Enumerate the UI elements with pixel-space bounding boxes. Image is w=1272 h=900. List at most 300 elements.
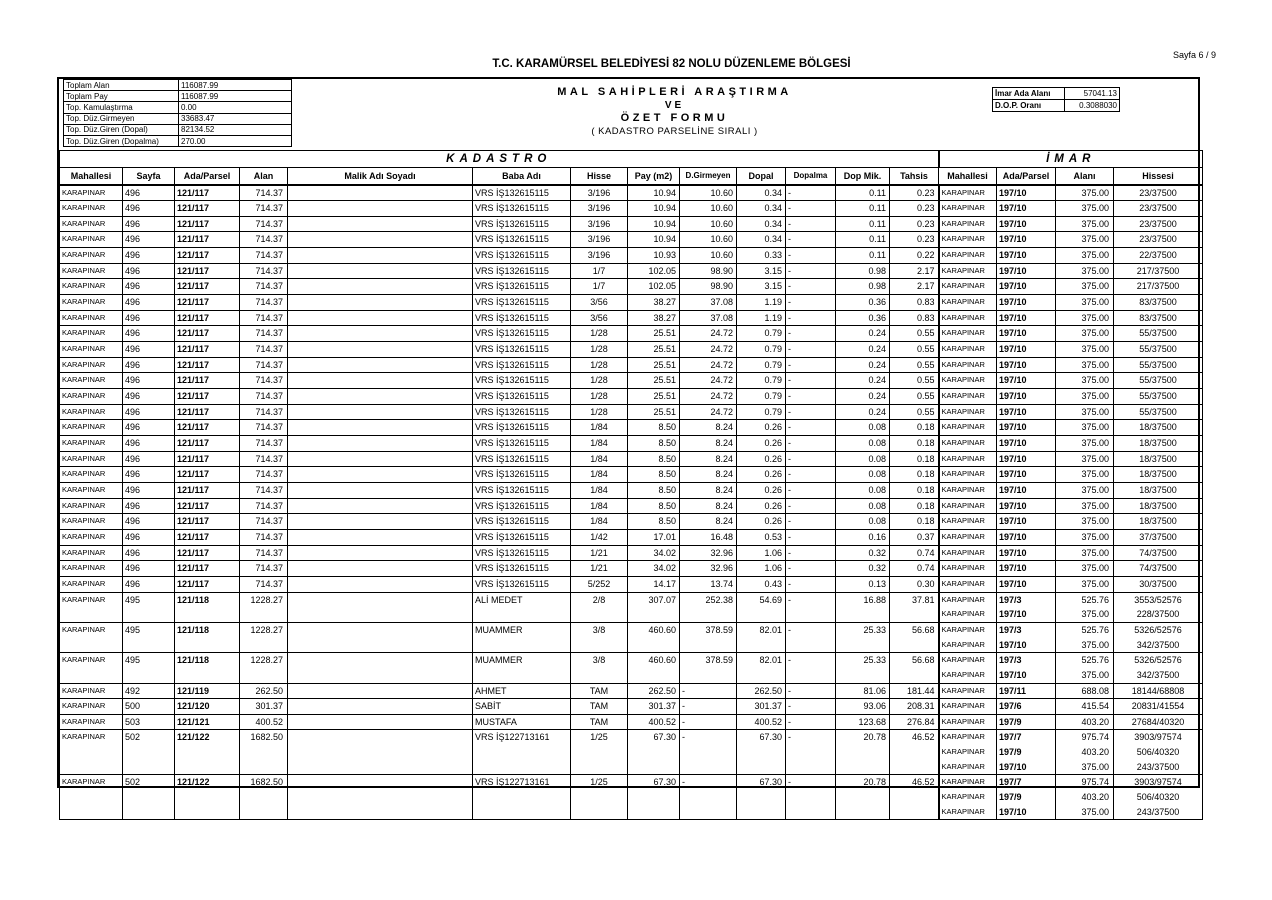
kadastro-cell: 1/84 <box>571 514 628 530</box>
imar-line: KARAPINAR <box>941 297 985 307</box>
kadastro-cell: 1/28 <box>571 373 628 389</box>
kadastro-cell: 16.88 <box>836 592 890 622</box>
kadastro-cell: 0.74 <box>890 545 939 561</box>
imar-line: KARAPINAR <box>941 747 985 757</box>
kadastro-cell: KARAPINAR <box>60 389 123 405</box>
kadastro-cell: 121/117 <box>175 248 240 264</box>
table-row <box>60 185 1203 201</box>
kadastro-cell: 0.34 <box>737 185 786 201</box>
kadastro-cell: 496 <box>123 232 175 248</box>
kadastro-cell <box>288 714 473 730</box>
kadastro-cell: - <box>786 342 836 358</box>
table-row <box>60 232 1203 248</box>
kadastro-cell <box>288 232 473 248</box>
kadastro-cell: KARAPINAR <box>60 775 123 820</box>
imar-line: KARAPINAR <box>941 516 985 526</box>
kadastro-cell: KARAPINAR <box>60 699 123 715</box>
imar-line: 375.00 <box>1081 639 1110 650</box>
imar-line: 55/37500 <box>1139 328 1177 339</box>
kadastro-cell: VRS İŞ132615115 <box>473 561 571 577</box>
kadastro-cell: KARAPINAR <box>60 279 123 295</box>
kadastro-cell: 67.30 <box>628 730 680 775</box>
kadastro-cell: 102.05 <box>628 279 680 295</box>
column-header: Dopal <box>737 168 786 185</box>
kadastro-cell: 301.37 <box>628 699 680 715</box>
imar-cell <box>939 279 997 295</box>
imar-line: KARAPINAR <box>941 187 985 197</box>
imar-cell <box>1114 185 1203 201</box>
imar-cell <box>997 420 1056 436</box>
imar-cell <box>997 545 1056 561</box>
kadastro-cell: 495 <box>123 653 175 683</box>
table-row <box>60 576 1203 592</box>
kadastro-cell: - <box>786 561 836 577</box>
kadastro-cell <box>288 699 473 715</box>
imar-line: 27684/40320 <box>1131 716 1185 727</box>
kadastro-cell: 3/8 <box>571 653 628 683</box>
kadastro-cell: 2.17 <box>890 263 939 279</box>
kadastro-cell: 492 <box>123 683 175 699</box>
kadastro-cell: 496 <box>123 201 175 217</box>
kadastro-cell: 1228.27 <box>240 592 288 622</box>
kadastro-cell: 121/117 <box>175 451 240 467</box>
kadastro-cell: 121/117 <box>175 263 240 279</box>
column-header: Mahallesi <box>939 168 997 185</box>
kadastro-section-header: KADASTRO <box>60 151 939 168</box>
kadastro-cell: 496 <box>123 310 175 326</box>
summary-value: 116087.99 <box>179 91 292 102</box>
kadastro-cell: 0.37 <box>890 529 939 545</box>
imar-line: 375.00 <box>1081 391 1110 402</box>
imar-line: KARAPINAR <box>941 484 985 494</box>
imar-section-header: İMAR <box>939 151 1203 168</box>
kadastro-cell: 496 <box>123 185 175 201</box>
imar-cell <box>1056 561 1114 577</box>
kadastro-cell: MUAMMER <box>473 653 571 683</box>
kadastro-cell: 1.19 <box>737 295 786 311</box>
kadastro-cell: 8.50 <box>628 451 680 467</box>
kadastro-cell: KARAPINAR <box>60 420 123 436</box>
kadastro-cell: VRS İŞ132615115 <box>473 232 571 248</box>
imar-cell <box>939 498 997 514</box>
column-header: Hissesi <box>1114 168 1203 185</box>
imar-line: 197/10 <box>999 265 1027 276</box>
table-row <box>60 498 1203 514</box>
table-row <box>60 683 1203 699</box>
imar-line: 375.00 <box>1081 438 1110 448</box>
kadastro-cell: TAM <box>571 699 628 715</box>
kadastro-cell <box>288 263 473 279</box>
kadastro-cell: 121/117 <box>175 295 240 311</box>
imar-line: 197/10 <box>999 406 1027 417</box>
kadastro-cell: 1/7 <box>571 263 628 279</box>
imar-cell <box>939 545 997 561</box>
kadastro-cell: KARAPINAR <box>60 295 123 311</box>
kadastro-cell: 503 <box>123 714 175 730</box>
kadastro-cell: 714.37 <box>240 326 288 342</box>
summary-value: 270.00 <box>179 135 292 146</box>
imar-cell <box>997 357 1056 373</box>
table-row <box>60 373 1203 389</box>
table-row <box>60 404 1203 420</box>
table-row <box>60 653 1203 683</box>
imar-cell <box>939 451 997 467</box>
table-row <box>60 699 1203 715</box>
imar-line: 375.00 <box>1081 578 1110 589</box>
kadastro-cell: 46.52 <box>890 730 939 775</box>
kadastro-cell: VRS İŞ132615115 <box>473 201 571 217</box>
imar-cell <box>939 201 997 217</box>
kadastro-cell: 0.74 <box>890 561 939 577</box>
imar-line: KARAPINAR <box>941 609 985 619</box>
imar-cell <box>997 373 1056 389</box>
kadastro-cell: 0.55 <box>890 389 939 405</box>
imar-cell <box>997 653 1056 683</box>
imar-cell <box>939 529 997 545</box>
imar-cell <box>997 775 1056 820</box>
imar-line: KARAPINAR <box>941 438 985 447</box>
imar-line: 197/10 <box>999 359 1027 370</box>
imar-line: 197/10 <box>999 328 1027 339</box>
kadastro-cell: 121/117 <box>175 467 240 483</box>
imar-cell <box>997 592 1056 622</box>
kadastro-cell: 714.37 <box>240 373 288 389</box>
kadastro-cell: 714.37 <box>240 279 288 295</box>
kadastro-cell: 262.50 <box>240 683 288 699</box>
kadastro-cell: KARAPINAR <box>60 683 123 699</box>
kadastro-cell: 10.60 <box>680 232 737 248</box>
imar-line: KARAPINAR <box>941 312 985 322</box>
imar-line: 403.20 <box>1081 747 1110 758</box>
form-heading-line4: ( KADASTRO PARSELİNE SIRALI ) <box>591 126 758 137</box>
imar-cell <box>1056 498 1114 514</box>
imar-line: 342/37500 <box>1136 669 1180 680</box>
imar-line: 243/37500 <box>1136 806 1180 817</box>
kadastro-cell: 121/117 <box>175 357 240 373</box>
kadastro-cell: VRS İŞ132615115 <box>473 326 571 342</box>
kadastro-cell: KARAPINAR <box>60 561 123 577</box>
kadastro-cell: KARAPINAR <box>60 498 123 514</box>
imar-cell <box>1056 436 1114 452</box>
kadastro-cell: 0.08 <box>836 467 890 483</box>
kadastro-cell: 121/120 <box>175 699 240 715</box>
kadastro-cell: 0.55 <box>890 357 939 373</box>
kadastro-cell: - <box>786 216 836 232</box>
section-header-row <box>60 151 1203 168</box>
kadastro-cell: 2.17 <box>890 279 939 295</box>
table-row <box>60 279 1203 295</box>
kadastro-cell: 24.72 <box>680 404 737 420</box>
imar-cell <box>1114 576 1203 592</box>
kadastro-cell <box>288 730 473 775</box>
imar-cell <box>1114 389 1203 405</box>
summary-row <box>64 91 292 102</box>
kadastro-cell: 10.94 <box>628 201 680 217</box>
kadastro-cell: - <box>786 622 836 652</box>
kadastro-cell: KARAPINAR <box>60 248 123 264</box>
imar-cell <box>1056 295 1114 311</box>
summary-label: Toplam Alan <box>64 80 179 91</box>
imar-cell <box>997 622 1056 652</box>
imar-line: 197/10 <box>999 344 1027 355</box>
imar-cell <box>997 514 1056 530</box>
imar-line: 197/9 <box>999 747 1022 758</box>
imar-cell <box>1114 622 1203 652</box>
imar-line: 197/6 <box>999 701 1022 712</box>
kadastro-cell: 714.37 <box>240 263 288 279</box>
kadastro-cell: 714.37 <box>240 576 288 592</box>
kadastro-cell: 0.13 <box>836 576 890 592</box>
imar-cell <box>997 232 1056 248</box>
imar-cell <box>1056 730 1114 775</box>
table-row <box>60 775 1203 820</box>
imar-line: 74/37500 <box>1139 563 1177 574</box>
kadastro-cell: - <box>786 373 836 389</box>
column-header: Mahallesi <box>60 168 123 185</box>
kadastro-cell: 1/25 <box>571 775 628 820</box>
kadastro-cell: 0.55 <box>890 326 939 342</box>
imar-cell <box>997 310 1056 326</box>
imar-cell <box>939 373 997 389</box>
kadastro-cell: 0.24 <box>836 404 890 420</box>
table-row <box>60 326 1203 342</box>
kadastro-cell: 0.26 <box>737 436 786 452</box>
kadastro-cell: 0.23 <box>890 185 939 201</box>
kadastro-cell: 54.69 <box>737 592 786 622</box>
imar-cell <box>1056 482 1114 498</box>
imar-cell <box>939 310 997 326</box>
imar-line: 375.00 <box>1081 516 1110 527</box>
kadastro-cell: KARAPINAR <box>60 326 123 342</box>
imar-line: 375.00 <box>1081 761 1110 772</box>
imar-cell <box>997 404 1056 420</box>
kadastro-cell: KARAPINAR <box>60 216 123 232</box>
kadastro-cell: VRS İŞ132615115 <box>473 420 571 436</box>
kadastro-cell: 714.37 <box>240 514 288 530</box>
summary-label: Top. Düz.Giren (Dopal) <box>64 124 179 135</box>
kadastro-cell: 400.52 <box>737 714 786 730</box>
table-row <box>60 389 1203 405</box>
kadastro-cell: 121/117 <box>175 373 240 389</box>
kadastro-cell: 121/117 <box>175 482 240 498</box>
imar-line: 23/37500 <box>1139 218 1177 229</box>
kadastro-cell: VRS İŞ132615115 <box>473 514 571 530</box>
kadastro-cell: VRS İŞ132615115 <box>473 357 571 373</box>
kadastro-cell: 16.48 <box>680 529 737 545</box>
imar-cell <box>939 232 997 248</box>
imar-line: 197/7 <box>999 732 1022 743</box>
kadastro-cell: 56.68 <box>890 622 939 652</box>
imar-line: 375.00 <box>1081 203 1110 214</box>
kadastro-cell: 3/56 <box>571 310 628 326</box>
kadastro-cell: 0.16 <box>836 529 890 545</box>
imar-line: 18/37500 <box>1139 453 1177 464</box>
imar-line: KARAPINAR <box>941 422 985 432</box>
imar-cell <box>1114 498 1203 514</box>
imar-line: 197/7 <box>999 777 1022 788</box>
kadastro-cell: - <box>680 683 737 699</box>
kadastro-cell: KARAPINAR <box>60 529 123 545</box>
imar-line: KARAPINAR <box>941 594 985 604</box>
imar-line: KARAPINAR <box>941 391 985 401</box>
imar-summary-value: 0.3088030 <box>1065 100 1120 112</box>
kadastro-cell: 0.08 <box>836 514 890 530</box>
kadastro-cell: - <box>786 279 836 295</box>
kadastro-cell: 496 <box>123 561 175 577</box>
kadastro-cell: AHMET <box>473 683 571 699</box>
kadastro-cell: 8.50 <box>628 420 680 436</box>
kadastro-cell: 24.72 <box>680 342 737 358</box>
kadastro-cell: 714.37 <box>240 357 288 373</box>
imar-line: 55/37500 <box>1139 406 1177 417</box>
kadastro-cell: 8.24 <box>680 498 737 514</box>
kadastro-cell <box>288 683 473 699</box>
summary-label: Toplam Pay <box>64 91 179 102</box>
imar-line: 197/10 <box>999 500 1027 511</box>
imar-line: 18/37500 <box>1139 516 1177 527</box>
kadastro-cell: 496 <box>123 248 175 264</box>
kadastro-cell: 121/117 <box>175 201 240 217</box>
imar-cell <box>1114 514 1203 530</box>
kadastro-cell: 252.38 <box>680 592 737 622</box>
kadastro-cell: 121/117 <box>175 561 240 577</box>
imar-line: 197/10 <box>999 806 1027 817</box>
column-header: Baba Adı <box>473 168 571 185</box>
kadastro-cell: 0.98 <box>836 279 890 295</box>
kadastro-cell: 0.18 <box>890 436 939 452</box>
kadastro-cell: 400.52 <box>628 714 680 730</box>
imar-cell <box>997 436 1056 452</box>
kadastro-cell <box>288 653 473 683</box>
table-row <box>60 545 1203 561</box>
imar-line: 37/37500 <box>1139 531 1177 542</box>
kadastro-cell: 0.98 <box>836 263 890 279</box>
imar-cell <box>939 216 997 232</box>
kadastro-cell: 0.55 <box>890 373 939 389</box>
kadastro-cell: 1/21 <box>571 545 628 561</box>
kadastro-cell <box>288 248 473 264</box>
kadastro-cell: 67.30 <box>737 730 786 775</box>
imar-line: 197/10 <box>999 281 1027 292</box>
imar-line: KARAPINAR <box>941 281 985 291</box>
kadastro-cell: 378.59 <box>680 622 737 652</box>
kadastro-cell: 1682.50 <box>240 775 288 820</box>
kadastro-cell: 714.37 <box>240 420 288 436</box>
kadastro-cell: 10.60 <box>680 185 737 201</box>
kadastro-cell <box>288 451 473 467</box>
form-heading <box>287 86 1062 138</box>
imar-line: 375.00 <box>1081 328 1110 339</box>
imar-line: 375.00 <box>1081 669 1110 680</box>
kadastro-cell: 181.44 <box>890 683 939 699</box>
kadastro-cell: 121/117 <box>175 545 240 561</box>
imar-line: 197/10 <box>999 250 1027 261</box>
imar-cell <box>1056 576 1114 592</box>
kadastro-cell: 0.33 <box>737 248 786 264</box>
kadastro-cell: 0.79 <box>737 404 786 420</box>
kadastro-cell: KARAPINAR <box>60 436 123 452</box>
imar-summary-label: İmar Ada Alanı <box>993 88 1065 100</box>
kadastro-cell: - <box>680 730 737 775</box>
imar-cell <box>1056 232 1114 248</box>
kadastro-cell: 32.96 <box>680 561 737 577</box>
imar-cell <box>997 561 1056 577</box>
summary-row <box>64 102 292 113</box>
imar-line: 375.00 <box>1081 359 1110 370</box>
kadastro-cell: VRS İŞ132615115 <box>473 185 571 201</box>
imar-cell <box>1114 730 1203 775</box>
imar-line: 197/10 <box>999 438 1027 448</box>
kadastro-cell: 121/117 <box>175 389 240 405</box>
kadastro-cell: - <box>680 714 737 730</box>
kadastro-cell: 1228.27 <box>240 622 288 652</box>
kadastro-cell: VRS İŞ132615115 <box>473 436 571 452</box>
table-row <box>60 467 1203 483</box>
table-row <box>60 342 1203 358</box>
imar-cell <box>1114 373 1203 389</box>
kadastro-cell: 121/117 <box>175 420 240 436</box>
imar-line: 375.00 <box>1081 187 1110 198</box>
imar-cell <box>1056 451 1114 467</box>
kadastro-cell: KARAPINAR <box>60 714 123 730</box>
kadastro-cell: 8.50 <box>628 482 680 498</box>
kadastro-cell: 0.26 <box>737 514 786 530</box>
kadastro-cell: 0.79 <box>737 326 786 342</box>
imar-cell <box>1114 310 1203 326</box>
imar-line: 197/10 <box>999 312 1027 323</box>
imar-line: 83/37500 <box>1139 312 1177 323</box>
imar-cell <box>1056 683 1114 699</box>
kadastro-cell: - <box>786 592 836 622</box>
imar-line: 197/10 <box>999 578 1027 589</box>
imar-cell <box>997 467 1056 483</box>
kadastro-cell: 10.94 <box>628 232 680 248</box>
kadastro-cell: 714.37 <box>240 295 288 311</box>
kadastro-cell <box>288 326 473 342</box>
table-row <box>60 248 1203 264</box>
imar-line: 18/37500 <box>1139 438 1177 448</box>
kadastro-cell: 121/121 <box>175 714 240 730</box>
imar-cell <box>997 326 1056 342</box>
imar-line: 83/37500 <box>1139 297 1177 308</box>
kadastro-cell: 0.55 <box>890 404 939 420</box>
imar-line: 55/37500 <box>1139 359 1177 370</box>
imar-line: KARAPINAR <box>941 265 985 275</box>
form-heading-line1: MAL SAHİPLERİ ARAŞTIRMA <box>557 86 792 98</box>
kadastro-cell: 1.06 <box>737 561 786 577</box>
imar-cell <box>939 699 997 715</box>
kadastro-cell: 1.19 <box>737 310 786 326</box>
kadastro-cell: 25.51 <box>628 373 680 389</box>
imar-cell <box>939 576 997 592</box>
kadastro-cell: 0.23 <box>890 232 939 248</box>
kadastro-cell: 714.37 <box>240 436 288 452</box>
imar-line: 375.00 <box>1081 297 1110 308</box>
imar-line: KARAPINAR <box>941 578 985 588</box>
kadastro-cell: 121/118 <box>175 653 240 683</box>
kadastro-cell <box>288 216 473 232</box>
kadastro-cell: KARAPINAR <box>60 576 123 592</box>
summary-value: 0.00 <box>179 102 292 113</box>
kadastro-cell: - <box>786 714 836 730</box>
kadastro-cell: 3/196 <box>571 248 628 264</box>
kadastro-cell: 32.96 <box>680 545 737 561</box>
kadastro-cell: VRS İŞ132615115 <box>473 545 571 561</box>
kadastro-cell <box>288 420 473 436</box>
kadastro-cell: 1682.50 <box>240 730 288 775</box>
imar-line: KARAPINAR <box>941 547 985 557</box>
imar-cell <box>1114 545 1203 561</box>
